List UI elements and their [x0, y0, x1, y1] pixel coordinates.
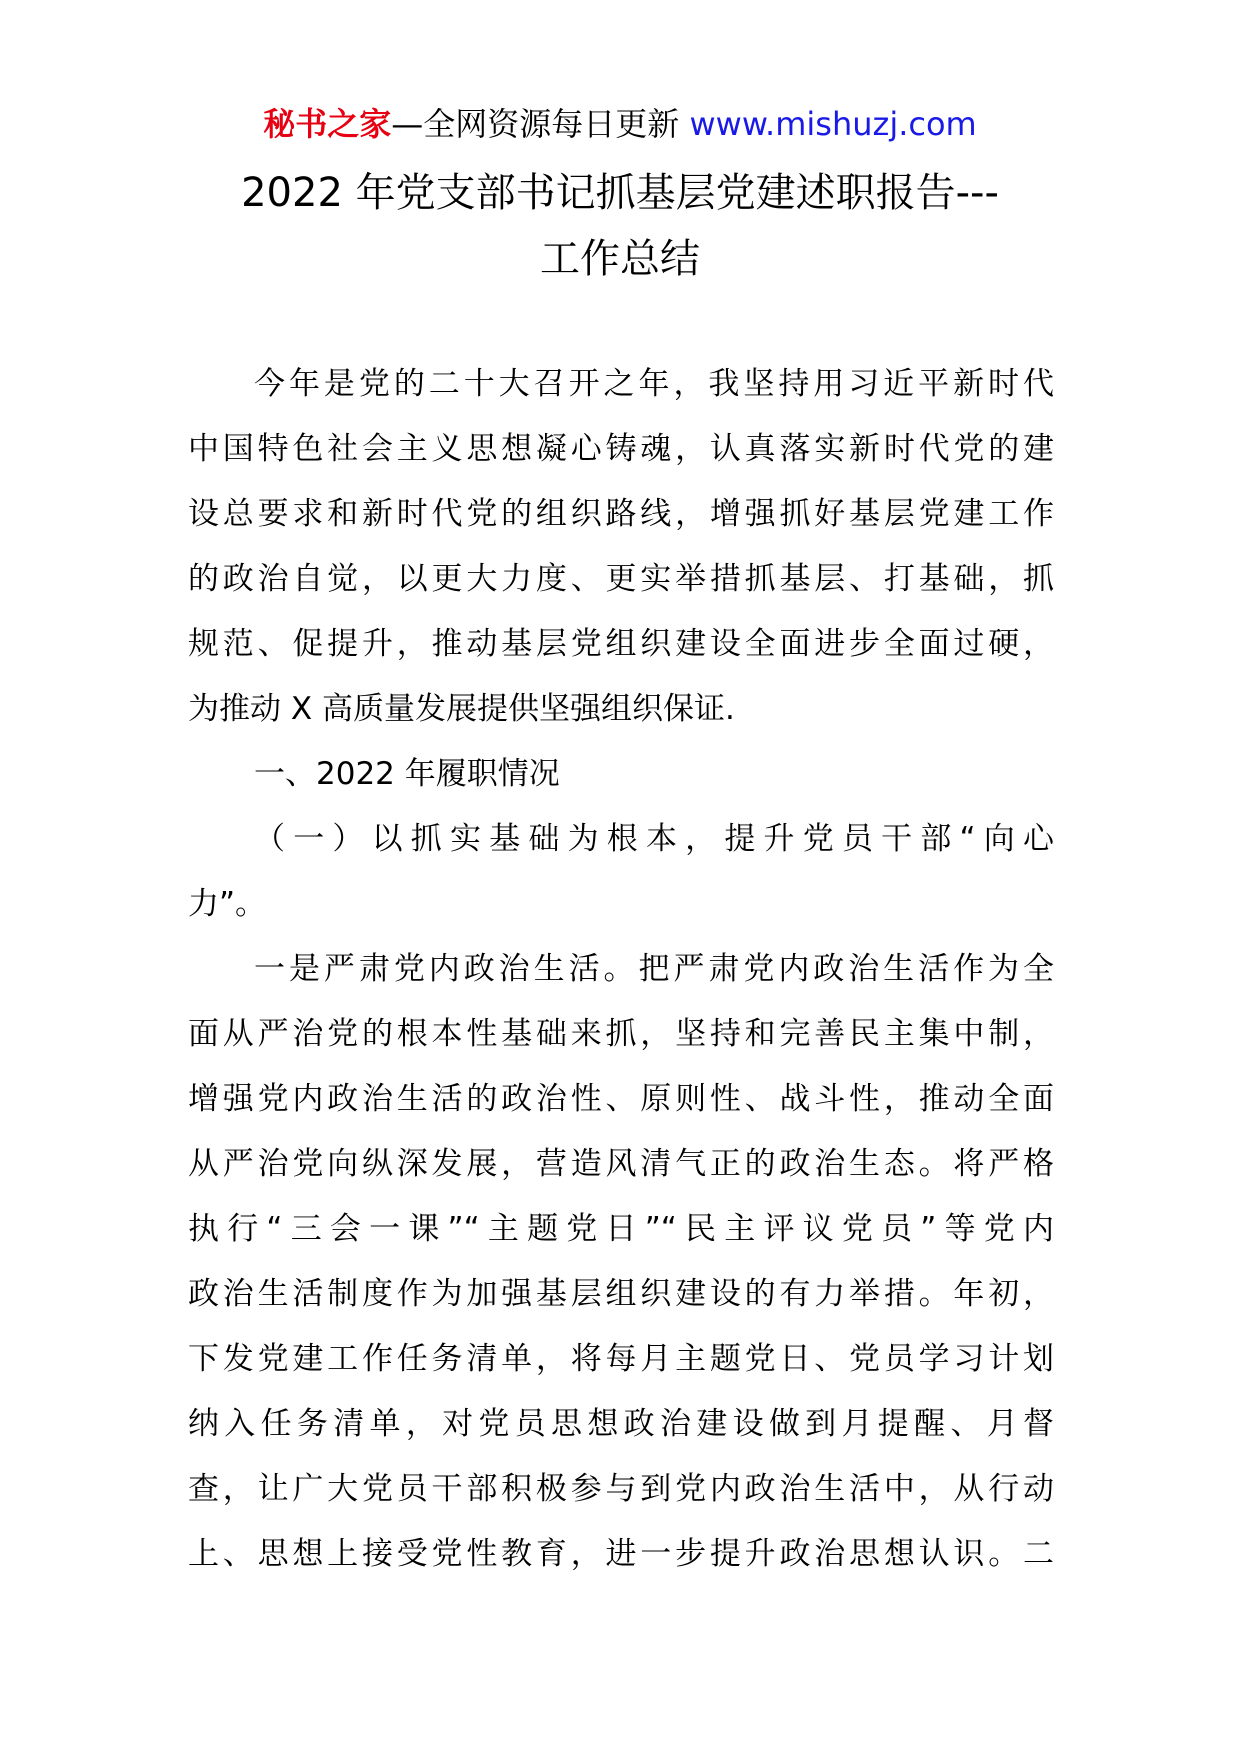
body-line: 上、思想上接受党性教育，进一步提升政治思想认识。二	[188, 1536, 1054, 1572]
body-line: 为推动 X 高质量发展提供坚强组织保证.	[188, 691, 735, 727]
document-body	[188, 352, 1054, 1587]
body-line: 下发党建工作任务清单，将每月主题党日、党员学习计划	[188, 1341, 1054, 1377]
header-slogan: —全网资源每日更新	[391, 105, 690, 143]
title-line-2: 工作总结	[540, 236, 700, 282]
site-url-link[interactable]: www.mishuzj.com	[689, 105, 977, 143]
body-line: 的政治自觉，以更大力度、更实举措抓基层、打基础，抓	[188, 561, 1054, 597]
body-line: 增强党内政治生活的政治性、原则性、战斗性，推动全面	[188, 1081, 1054, 1117]
body-line: 执行“三会一课”“主题党日”“民主评议党员”等党内	[188, 1211, 1054, 1247]
body-line: 政治生活制度作为加强基层组织建设的有力举措。年初，	[188, 1276, 1054, 1312]
body-line: 查，让广大党员干部积极参与到党内政治生活中，从行动	[188, 1471, 1054, 1507]
body-line: 纳入任务清单，对党员思想政治建设做到月提醒、月督	[188, 1406, 1054, 1442]
body-line: 从严治党向纵深发展，营造风清气正的政治生态。将严格	[188, 1146, 1054, 1182]
subsection-heading-cont: 力”。	[188, 886, 267, 922]
body-line: 一是严肃党内政治生活。把严肃党内政治生活作为全	[254, 951, 1054, 987]
document-title	[150, 160, 1090, 292]
section-heading: 一、2022 年履职情况	[254, 756, 560, 792]
body-line: 面从严治党的根本性基础来抓，坚持和完善民主集中制，	[188, 1016, 1054, 1052]
brand-name: 秘书之家	[263, 105, 392, 143]
body-line: 中国特色社会主义思想凝心铸魂，认真落实新时代党的建	[188, 431, 1054, 467]
title-line-1: 2022 年党支部书记抓基层党建述职报告---	[241, 170, 999, 216]
site-header	[0, 100, 1240, 148]
subsection-heading: （一）以抓实基础为根本，提升党员干部“向心	[254, 821, 1054, 857]
body-line: 设总要求和新时代党的组织路线，增强抓好基层党建工作	[188, 496, 1054, 532]
body-line: 今年是党的二十大召开之年，我坚持用习近平新时代	[254, 366, 1054, 402]
body-line: 规范、促提升，推动基层党组织建设全面进步全面过硬，	[188, 626, 1054, 662]
